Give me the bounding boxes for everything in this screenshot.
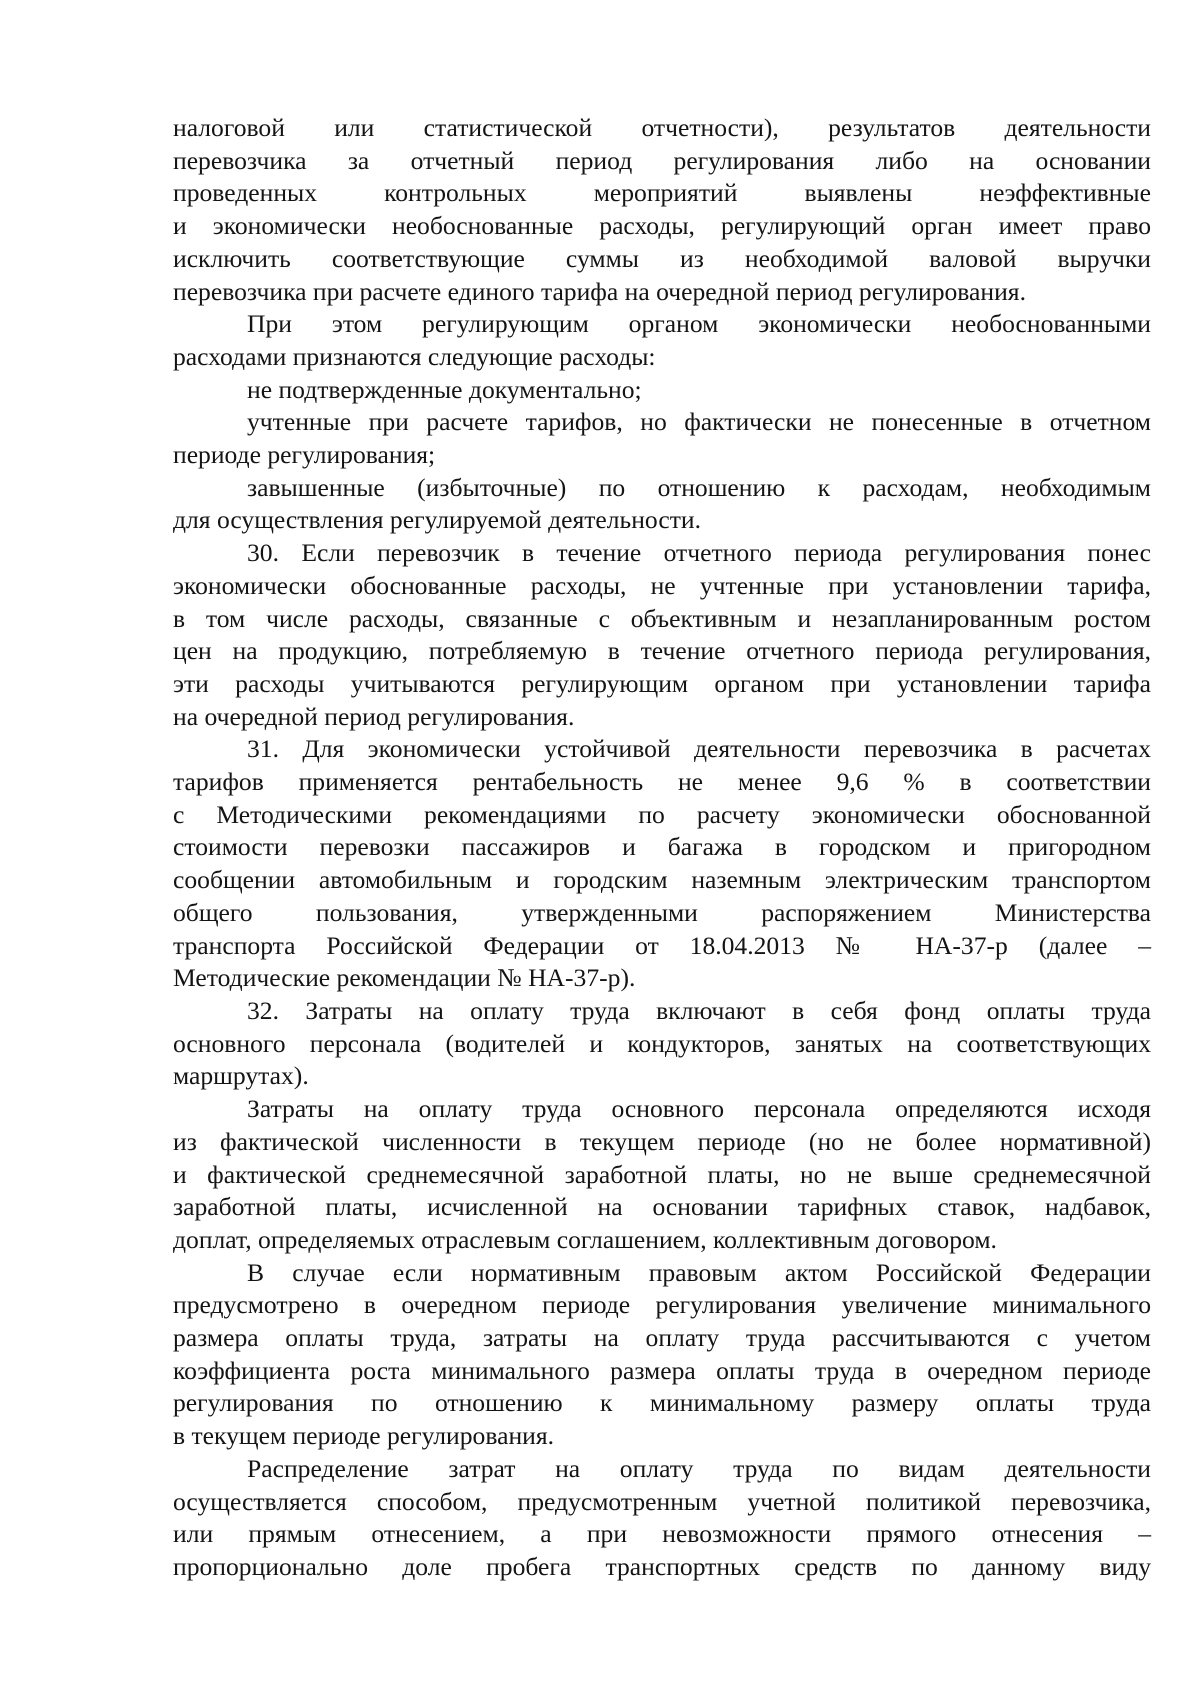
text-line: сообщении автомобильным и городским наземным электрическим транспортом [173, 865, 1151, 895]
text-line: коэффициента роста минимального размера оплаты труда в очередном периоде [173, 1355, 1151, 1385]
text-line: экономически обоснованные расходы, не учтенные при установлении тарифа, [173, 570, 1151, 600]
paragraph-30 [173, 537, 1151, 733]
text-line: заработной платы, исчисленной на основании тарифных ставок, надбавок, [173, 1192, 1151, 1222]
paragraph-11 [173, 1453, 1151, 1584]
text-line: для осуществления регулируемой деятельности. [173, 505, 701, 535]
text-line: проведенных контрольных мероприятий выявлены неэффективные [173, 178, 1151, 208]
text-line: перевозчика при расчете единого тарифа на очередной период регулирования. [173, 276, 1026, 306]
text-line: тарифов применяется рентабельность не менее 9,6 % в соответствии [173, 767, 1151, 797]
text-line: периоде регулирования; [173, 440, 436, 470]
text-line: 31. Для экономически устойчивой деятельности перевозчика в расчетах [247, 734, 1151, 764]
text-line: цен на продукцию, потребляемую в течение отчетного периода регулирования, [173, 636, 1151, 666]
document-page [173, 112, 1151, 1584]
text-line: Распределение затрат на оплату труда по видам деятельности [247, 1453, 1151, 1483]
text-line: 30. Если перевозчик в течение отчетного периода регулирования понес [247, 538, 1151, 568]
paragraph-9 [173, 1093, 1151, 1257]
text-line: в текущем периоде регулирования. [173, 1421, 555, 1451]
text-line: пропорционально доле пробега транспортных средств по данному виду [173, 1551, 1151, 1581]
text-line: и экономически необоснованные расходы, регулирующий орган имеет право [173, 211, 1151, 241]
text-line: расходами признаются следующие расходы: [173, 341, 656, 371]
paragraph-5 [173, 472, 1151, 537]
text-line: В случае если нормативным правовым актом Российской Федерации [247, 1257, 1151, 1287]
paragraph-3 [173, 374, 1151, 407]
text-line: регулирования по отношению к минимальному размеру оплаты труда [173, 1388, 1151, 1418]
text-line: или прямым отнесением, а при невозможности прямого отнесения – [173, 1519, 1151, 1549]
text-line: налоговой или статистической отчетности), результатов деятельности [173, 113, 1151, 142]
text-line: доплат, определяемых отраслевым соглашением, коллективным договором. [173, 1224, 997, 1254]
text-line: и фактической среднемесячной заработной платы, но не выше среднемесячной [173, 1159, 1151, 1189]
text-line: на очередной период регулирования. [173, 701, 575, 731]
text-line: завышенные (избыточные) по отношению к расходам, необходимым [247, 472, 1151, 502]
paragraph-4 [173, 406, 1151, 471]
text-line: 32. Затраты на оплату труда включают в себя фонд оплаты труда [247, 995, 1151, 1025]
paragraph-1 [173, 112, 1151, 308]
paragraph-31 [173, 733, 1151, 995]
text-line: Затраты на оплату труда основного персонала определяются исходя [247, 1094, 1151, 1124]
text-line: перевозчика за отчетный период регулирования либо на основании [173, 145, 1151, 175]
text-line: транспорта Российской Федерации от 18.04.2013 № НА-37-р (далее – [173, 930, 1151, 960]
text-line: с Методическими рекомендациями по расчету экономически обоснованной [173, 799, 1151, 829]
text-line: При этом регулирующим органом экономически необоснованными [247, 309, 1151, 339]
text-line: в том числе расходы, связанные с объективным и незапланированным ростом [173, 603, 1151, 633]
text-line: предусмотрено в очередном периоде регулирования увеличение минимального [173, 1290, 1151, 1320]
paragraph-2 [173, 308, 1151, 373]
text-line: основного персонала (водителей и кондукторов, занятых на соответствующих [173, 1028, 1151, 1058]
text-line: исключить соответствующие суммы из необходимой валовой выручки [173, 243, 1151, 273]
text-line: осуществляется способом, предусмотренным учетной политикой перевозчика, [173, 1486, 1151, 1516]
text-line: эти расходы учитываются регулирующим органом при установлении тарифа [173, 668, 1151, 698]
text-line: общего пользования, утвержденными распоряжением Министерства [173, 897, 1151, 927]
text-line: не подтвержденные документально; [247, 374, 642, 404]
text-line: маршрутах). [173, 1061, 309, 1091]
text-line: учтенные при расчете тарифов, но фактически не понесенные в отчетном [247, 407, 1151, 437]
paragraph-32 [173, 995, 1151, 1093]
text-line: из фактической численности в текущем периоде (но не более нормативной) [173, 1126, 1151, 1156]
text-line: размера оплаты труда, затраты на оплату труда рассчитываются с учетом [173, 1323, 1151, 1353]
text-line: Методические рекомендации № НА-37-р). [173, 963, 636, 993]
text-line: стоимости перевозки пассажиров и багажа в городском и пригородном [173, 832, 1151, 862]
paragraph-10 [173, 1257, 1151, 1453]
